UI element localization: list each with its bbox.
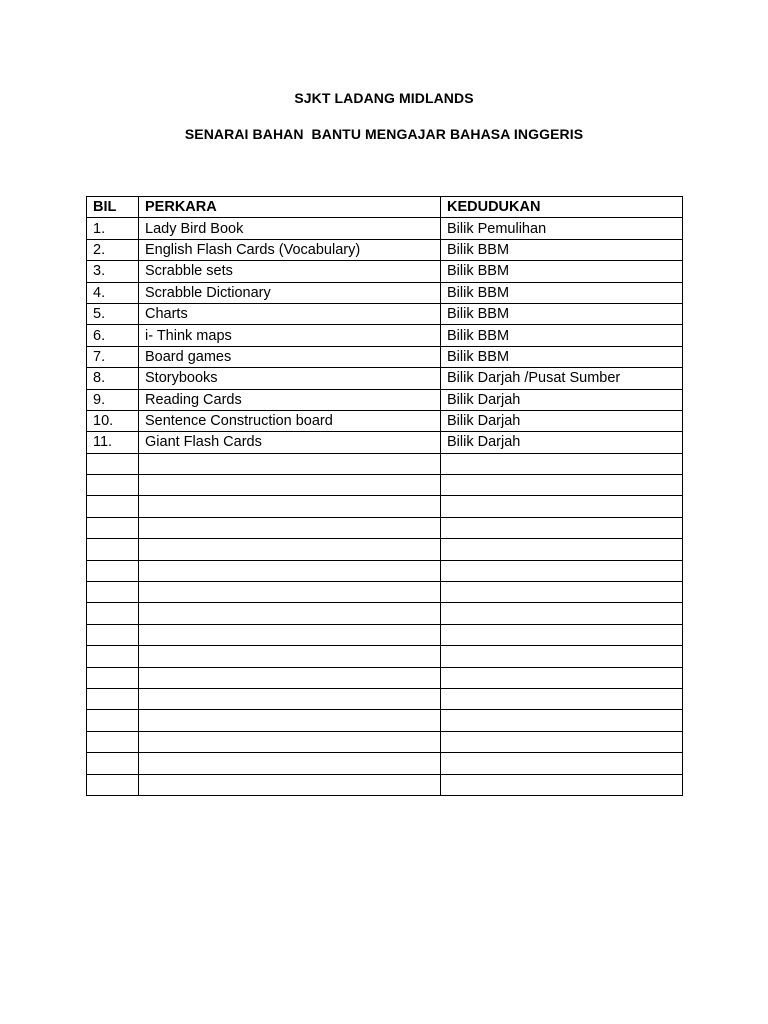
cell-kedudukan <box>441 774 683 795</box>
cell-kedudukan: Bilik BBM <box>441 346 683 367</box>
cell-perkara: Scrabble sets <box>139 261 441 282</box>
table-row <box>87 646 683 667</box>
cell-perkara: Sentence Construction board <box>139 410 441 431</box>
cell-kedudukan: Bilik BBM <box>441 282 683 303</box>
cell-perkara <box>139 475 441 496</box>
table-row <box>87 688 683 709</box>
cell-bil <box>87 517 139 538</box>
cell-kedudukan <box>441 624 683 645</box>
cell-bil <box>87 603 139 624</box>
table-row <box>87 389 683 410</box>
cell-kedudukan <box>441 517 683 538</box>
cell-bil: 9. <box>87 389 139 410</box>
cell-bil <box>87 624 139 645</box>
table-row <box>87 667 683 688</box>
cell-kedudukan <box>441 646 683 667</box>
cell-kedudukan: Bilik Darjah <box>441 389 683 410</box>
table-row <box>87 239 683 260</box>
table-row <box>87 410 683 431</box>
table-row <box>87 282 683 303</box>
table-row <box>87 731 683 752</box>
cell-kedudukan <box>441 453 683 474</box>
cell-bil <box>87 688 139 709</box>
cell-bil: 10. <box>87 410 139 431</box>
table-row <box>87 710 683 731</box>
table-row <box>87 517 683 538</box>
table-row <box>87 346 683 367</box>
cell-kedudukan <box>441 496 683 517</box>
table-row <box>87 261 683 282</box>
cell-perkara <box>139 774 441 795</box>
cell-perkara: English Flash Cards (Vocabulary) <box>139 239 441 260</box>
cell-bil: 4. <box>87 282 139 303</box>
cell-bil <box>87 475 139 496</box>
cell-perkara: Reading Cards <box>139 389 441 410</box>
header-kedudukan: KEDUDUKAN <box>441 197 683 218</box>
cell-bil: 5. <box>87 303 139 324</box>
cell-bil <box>87 560 139 581</box>
cell-perkara <box>139 603 441 624</box>
cell-kedudukan <box>441 688 683 709</box>
cell-perkara <box>139 667 441 688</box>
school-name-heading: SJKT LADANG MIDLANDS <box>294 90 474 106</box>
header-bil: BIL <box>87 197 139 218</box>
cell-perkara <box>139 731 441 752</box>
materials-table <box>86 196 683 796</box>
cell-perkara <box>139 496 441 517</box>
cell-bil <box>87 731 139 752</box>
table-row <box>87 475 683 496</box>
table-row <box>87 368 683 389</box>
cell-bil <box>87 710 139 731</box>
cell-kedudukan: Bilik BBM <box>441 261 683 282</box>
table-row <box>87 603 683 624</box>
list-title-heading: SENARAI BAHAN BANTU MENGAJAR BAHASA INGGERIS <box>184 126 584 142</box>
cell-bil <box>87 582 139 603</box>
cell-perkara: Scrabble Dictionary <box>139 282 441 303</box>
cell-perkara <box>139 688 441 709</box>
cell-perkara <box>139 539 441 560</box>
table-row <box>87 218 683 239</box>
cell-kedudukan: Bilik Darjah <box>441 432 683 453</box>
cell-bil <box>87 774 139 795</box>
table-row <box>87 774 683 795</box>
table-row <box>87 582 683 603</box>
table-row <box>87 539 683 560</box>
cell-kedudukan: Bilik BBM <box>441 239 683 260</box>
cell-kedudukan: Bilik Darjah <box>441 410 683 431</box>
cell-bil <box>87 453 139 474</box>
table-row <box>87 753 683 774</box>
cell-bil <box>87 496 139 517</box>
cell-bil <box>87 753 139 774</box>
cell-bil: 2. <box>87 239 139 260</box>
table-body <box>87 218 683 796</box>
cell-perkara <box>139 624 441 645</box>
cell-kedudukan <box>441 560 683 581</box>
cell-kedudukan <box>441 753 683 774</box>
cell-kedudukan <box>441 731 683 752</box>
cell-perkara: Board games <box>139 346 441 367</box>
cell-kedudukan <box>441 475 683 496</box>
cell-perkara <box>139 753 441 774</box>
cell-perkara: i- Think maps <box>139 325 441 346</box>
cell-kedudukan: Bilik BBM <box>441 325 683 346</box>
cell-kedudukan <box>441 603 683 624</box>
cell-kedudukan <box>441 582 683 603</box>
cell-bil: 3. <box>87 261 139 282</box>
cell-bil <box>87 539 139 560</box>
table-row <box>87 303 683 324</box>
cell-perkara: Lady Bird Book <box>139 218 441 239</box>
table-row <box>87 496 683 517</box>
cell-perkara: Giant Flash Cards <box>139 432 441 453</box>
table-header-row <box>87 197 683 218</box>
cell-kedudukan: Bilik Pemulihan <box>441 218 683 239</box>
cell-bil <box>87 646 139 667</box>
cell-perkara: Charts <box>139 303 441 324</box>
table-row <box>87 325 683 346</box>
cell-perkara <box>139 582 441 603</box>
cell-perkara <box>139 453 441 474</box>
cell-kedudukan <box>441 667 683 688</box>
cell-perkara <box>139 646 441 667</box>
cell-bil: 8. <box>87 368 139 389</box>
table-row <box>87 432 683 453</box>
cell-kedudukan: Bilik Darjah /Pusat Sumber <box>441 368 683 389</box>
table-row <box>87 624 683 645</box>
cell-bil: 11. <box>87 432 139 453</box>
cell-perkara <box>139 560 441 581</box>
cell-bil <box>87 667 139 688</box>
cell-kedudukan: Bilik BBM <box>441 303 683 324</box>
cell-bil: 1. <box>87 218 139 239</box>
cell-perkara: Storybooks <box>139 368 441 389</box>
header-perkara: PERKARA <box>139 197 441 218</box>
cell-bil: 6. <box>87 325 139 346</box>
table-row <box>87 560 683 581</box>
table-row <box>87 453 683 474</box>
cell-perkara <box>139 710 441 731</box>
cell-kedudukan <box>441 539 683 560</box>
cell-kedudukan <box>441 710 683 731</box>
cell-bil: 7. <box>87 346 139 367</box>
cell-perkara <box>139 517 441 538</box>
